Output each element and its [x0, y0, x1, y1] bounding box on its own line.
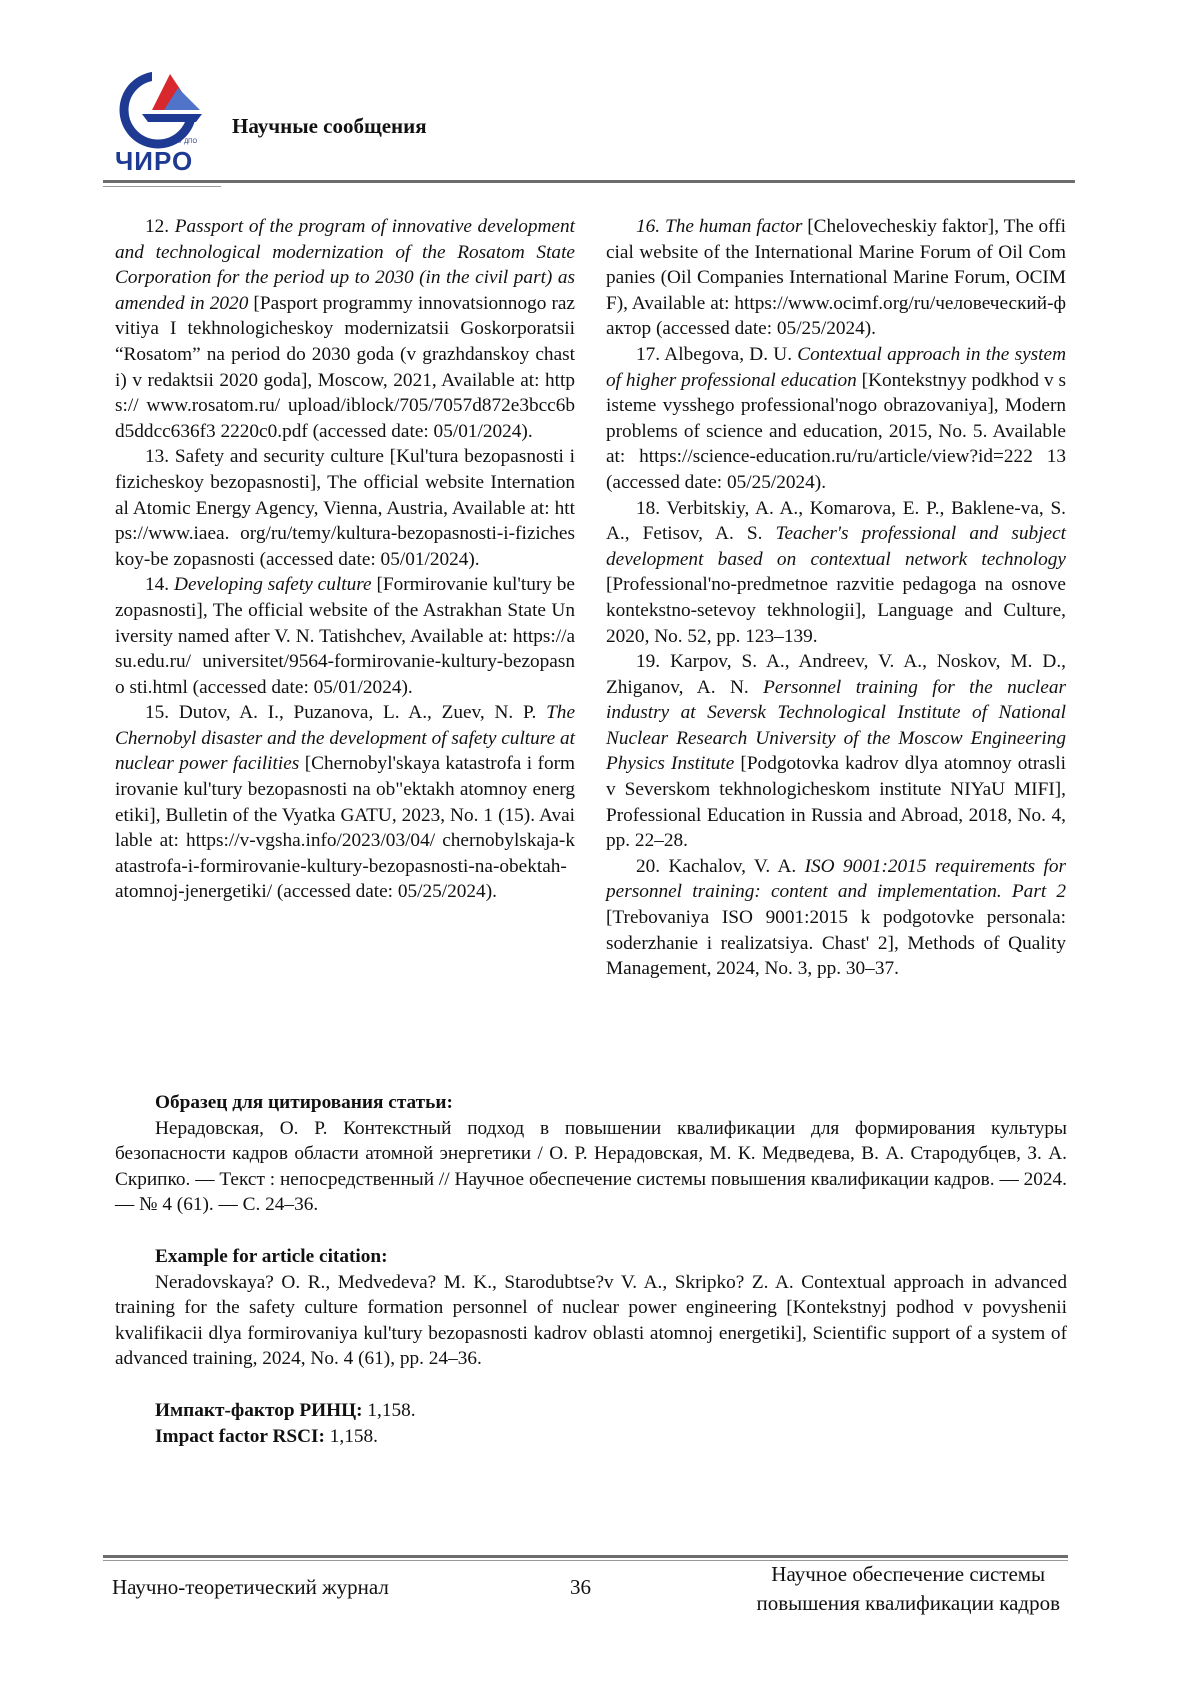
citation-ru-heading: Образец для цитирования статьи:: [155, 1092, 453, 1113]
logo-small-text: ГАУ ДПО: [172, 139, 198, 145]
section-title: Научные сообщения: [232, 114, 427, 138]
references-left-column: [115, 214, 575, 905]
reference-item: 20. Kachalov, V. A. ISO 9001:2015 requirements for personnel training: content and implementation. Part 2 [Trebovaniya ISO 9001:2015 k podgotovke personala: soderzhanie i realizatsiya. Chast' 2], Methods of Quality Management, 2024, No. 3, pp. 30–37.: [606, 855, 1066, 980]
impact-factor-ru: Импакт-фактор РИНЦ: 1,158.: [155, 1400, 416, 1421]
footer-rule: [103, 1555, 1068, 1558]
reference-item: 16. The human factor [Chelovecheskiy faktor], The official website of the International Marine Forum of Oil Companies (Oil Companies International Marine Forum, OCIMF), Available at: https://www.ocimf.org/ru/человеческий-фактор (accessed date: 05/25/2024).: [606, 216, 1066, 340]
reference-item: 19. Karpov, S. A., Andreev, V. A., Noskov, M. D., Zhiganov, A. N. Personnel training for the nuclear industry at Seversk Technological Institute of National Nuclear Research University of the Moscow Engineering Physics Institute [Podgotovka kadrov dlya atomnoy otrasli v Severskom tekhnologicheskom institute NIYaU MIFI], Professional Education in Russia and Abroad, 2018, No. 4, pp. 22–28.: [606, 651, 1066, 852]
citation-en-heading: Example for article citation:: [155, 1246, 388, 1267]
footer-journal-title-line2: повышения квалификации кадров: [756, 1591, 1060, 1615]
footer-journal-title: [756, 1560, 1060, 1618]
citation-ru-block: [115, 1090, 1067, 1218]
footer-journal-title-line1: Научное обеспечение системы: [771, 1562, 1046, 1586]
impact-factor-en: Impact factor RSCI: 1,158.: [155, 1426, 378, 1447]
references-right-column: [606, 214, 1066, 982]
page-number: 36: [570, 1575, 591, 1599]
header-rule-thin: [103, 186, 221, 187]
reference-item: 15. Dutov, A. I., Puzanova, L. A., Zuev, N. P. The Chernobyl disaster and the development of safety culture at nuclear power facilities [Chernobyl'skaya katastrofa i formirovanie kul'tury bezopasnosti na ob"ektakh atomnoy energetiki], Bulletin of the Vyatka GATU, 2023, No. 1 (15). Available at: https://v-vgsha.info/2023/03/04/ chernobylskaja-katastrofa-i-formirovanie-kultury-bezopasnosti-na-obektah-atomnoj-jenergetiki/ (accessed date: 05/25/2024).: [115, 702, 575, 903]
reference-item: 12. Passport of the program of innovative development and technological modernization of the Rosatom State Corporation for the period up to 2030 (in the civil part) as amended in 2020 [Pasport programmy innovatsionnogo razvitiya I tekhnologicheskoy modernizatsii Goskorporatsii “Rosatom” na period do 2030 goda (v grazhdanskoy chasti) v redaktsii 2020 goda], Moscow, 2021, Available at: https:// www.rosatom.ru/ upload/iblock/705/7057d872e3bcc6bd5ddcc636f3 2220c0.pdf (accessed date: 05/01/2024).: [115, 216, 575, 442]
citation-ru-text: Нерадовская, О. Р. Контекстный подход в повышении квалификации для формирования культуры безопасности кадров области атомной энергетики / О. Р. Нерадовская, М. К. Медведева, В. А. Стародубцев, З. А. Скрипко. — Текст : непосредственный // Научное обеспечение системы повышения квалификации кадров. — 2024. — № 4 (61). — С. 24–36.: [115, 1117, 1067, 1216]
reference-item: 18. Verbitskiy, A. A., Komarova, E. P., Baklene-va, S. A., Fetisov, A. S. Teacher's professional and subject development based on contextual network technology [Professional'no-predmetnoe razvitie pedagoga na osnove kontekstno-setevoy tekhnologii], Language and Culture, 2020, No. 52, pp. 123–139.: [606, 497, 1066, 647]
footer-journal-type: Научно-теоретический журнал: [112, 1575, 389, 1599]
reference-item: 17. Albegova, D. U. Contextual approach in the system of higher professional education [Kontekstnyy podkhod v sisteme vysshego professional'nogo obrazovaniya], Modern problems of science and education, 2015, No. 5. Available at: https://science-education.ru/ru/article/view?id=222 13 (accessed date: 05/25/2024).: [606, 343, 1066, 493]
header-rule: [103, 180, 1075, 183]
reference-item: 13. Safety and security culture [Kul'tura bezopasnosti i fizicheskoy bezopasnosti], The official website International Atomic Energy Agency, Vienna, Austria, Available at: https://www.iaea. org/ru/temy/kultura-bezopasnosti-i-fizicheskoy-be zopasnosti (accessed date: 05/01/2024).: [115, 446, 575, 570]
citation-en-text: Neradovskaya? O. R., Medvedeva? M. K., Starodubtse?v V. A., Skripko? Z. A. Contextual approach in advanced training for the safety culture formation personnel of nuclear power engineering [Kontekstnyj podhod v povyshenii kvalifikacii dlya formirovaniya kul'tury bezopasnosti kadrov oblasti atomnoj energetiki], Scientific support of a system of advanced training, 2024, No. 4 (61), pp. 24–36.: [115, 1271, 1067, 1370]
reference-item: 14. Developing safety culture [Formirovanie kul'tury bezopasnosti], The official website of the Astrakhan State University named after V. N. Tatishchev, Available at: https://asu.edu.ru/ universitet/9564-formirovanie-kultury-bezopasno sti.html (accessed date: 05/01/2024).: [115, 574, 575, 698]
citation-en-block: [115, 1244, 1067, 1372]
impact-factor-block: [155, 1398, 416, 1450]
page-header: [0, 0, 1200, 190]
logo-text: ЧИРО: [115, 146, 194, 176]
